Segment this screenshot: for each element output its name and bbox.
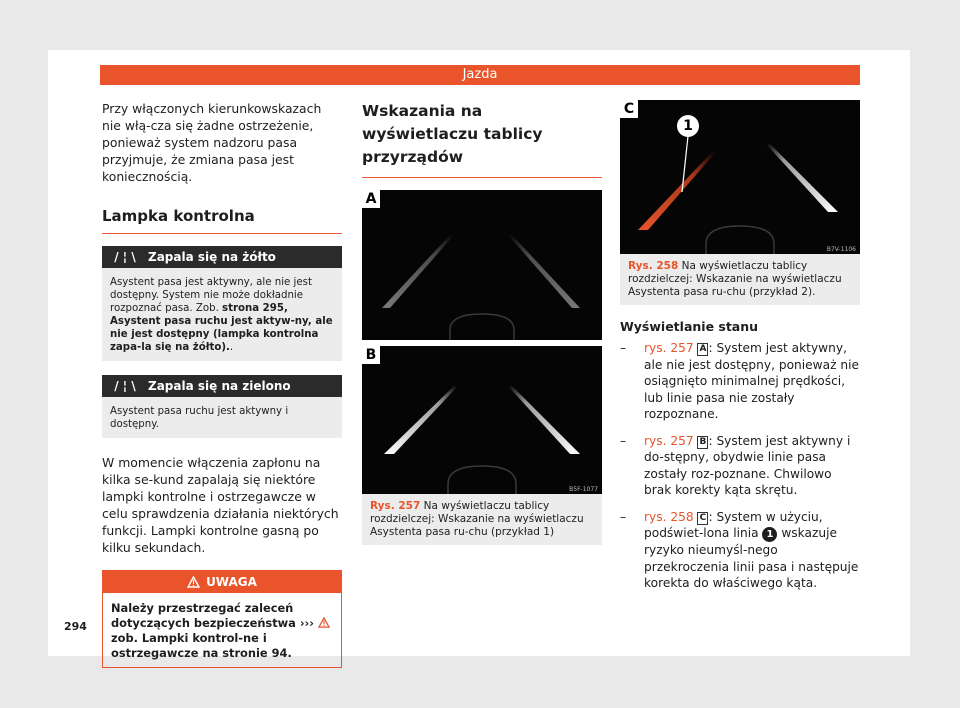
status-title: Wyświetlanie stanu [620,319,759,334]
warning-triangle-icon [187,576,200,588]
lamp-yellow-title: Zapala się na żółto [148,250,276,264]
figure-link[interactable]: rys. 257 [644,433,694,448]
figure-ref: Rys. 257 [370,500,421,512]
figure-letter-box: B [697,436,708,449]
warning-link[interactable]: zob. Lampki kontrol-ne i ostrzegawcze na stronie 94. [111,631,292,660]
figure-letter-box: C [697,512,708,525]
lane-assist-lamp-icon: / ¦ \ [114,379,136,393]
callout-number: 1 [683,118,693,134]
lamp-green-title: Zapala się na zielono [148,379,291,393]
figure-b [362,346,602,494]
list-item: – rys. 257 A : System jest aktywny, ale nie jest dostępny, ponieważ nie osiągnięto minimalnej prędkości, lub linie pasa nie zostały rozpoznane. [620,341,859,421]
lamp-yellow-box: / ¦ \ Zapala się na żółto Asystent pasa jest aktywny, ale nie jest dostępny. System nie może dokładnie rozpoznać pasa. Zob. strona 295, Asystent pasa ruchu jest aktyw-ny, ale nie jest dostępny (lampka kontrolna zapa-la się na żółto).. [102,246,342,361]
lamp-yellow-text: Asystent pasa jest aktywny, ale nie jest dostępny. System nie może dokładnie rozpoznać pasa. [110,277,312,314]
warning-text: Należy przestrzegać zaleceń dotyczących bezpieczeństwa ››› [111,601,314,630]
figure-link[interactable]: rys. 258 [644,509,694,524]
column-middle [362,100,602,545]
figure-a [362,190,602,340]
figure-letter-box: A [697,343,708,356]
figure-ref: Rys. 258 [628,260,679,272]
intro-paragraph: Przy włączonych kierunkowskazach nie włą-cza się żadne ostrzeżenie, ponieważ system nadzoru pasa przyjmuje, że zmiana pasa jest koniecznością. [102,101,322,184]
figure-c-label: C [620,100,638,118]
callout-number-badge: 1 [762,527,777,542]
figure-code: B5F-1077 [569,486,598,493]
figure-caption [620,254,860,305]
warning-triangle-icon [318,617,330,628]
warning-title: UWAGA [206,575,257,589]
figure-b-label: B [362,346,380,364]
caption-text: Na wyświetlaczu tablicy rozdzielczej: Wskazanie na wyświetlaczu Asystenta pasa ru-chu (przykład 2). [628,260,842,298]
figure-c-lane-lines [620,100,860,254]
figure-b-lane-lines [362,346,602,494]
list-item: – rys. 257 B : System jest aktywny i do-stępny, obydwie linie pasa zostały roz-poznane. Chwilowo brak korekty kąta skrętu. [620,433,851,497]
page-number: 294 [64,620,87,633]
lane-assist-lamp-icon: / ¦ \ [114,250,136,264]
figure-c [620,100,860,254]
lamp-green-text: Asystent pasa ruchu jest aktywny i dostępny. [110,406,289,430]
figure-link[interactable]: rys. 257 [644,341,694,355]
figure-a-lane-lines [362,190,602,340]
section-title-display: Wskazania na wyświetlaczu tablicy przyrządów [362,100,602,178]
figure-code: B7V-1106 [826,246,856,253]
column-right [620,100,860,602]
lamp-yellow-link[interactable]: strona 295, Asystent pasa ruchu jest aktyw-ny, ale nie jest dostępny (lampka kontrolna zapa-la się na żółto). [110,303,333,353]
figure-a-label: A [362,190,380,208]
warning-box [102,570,342,668]
caption-text: Na wyświetlaczu tablicy rozdzielczej: Wskazanie na wyświetlaczu Asystenta pasa ru-chu (przykład 1) [370,500,584,538]
startup-paragraph: W momencie włączenia zapłonu na kilka se-kund zapalają się niektóre lampki kontrolne i ostrzegawcze w celu sprawdzenia działania niektórych funkcji. Lampki kontrolne gasną po kilku sekundach. [102,455,339,555]
figure-caption [362,494,602,545]
lamp-green-box [102,375,342,438]
column-left [102,100,342,668]
section-title-lamp: Lampka kontrolna [102,207,342,234]
status-list [620,340,860,592]
list-item: – rys. 258 C : System w użyciu, podświet-lona linia 1 wskazuje ryzyko nieumyśl-nego przekroczenia linii pasa i następuje korekta do właściwego kąta. [620,509,859,590]
page-header: Jazda [100,65,860,85]
